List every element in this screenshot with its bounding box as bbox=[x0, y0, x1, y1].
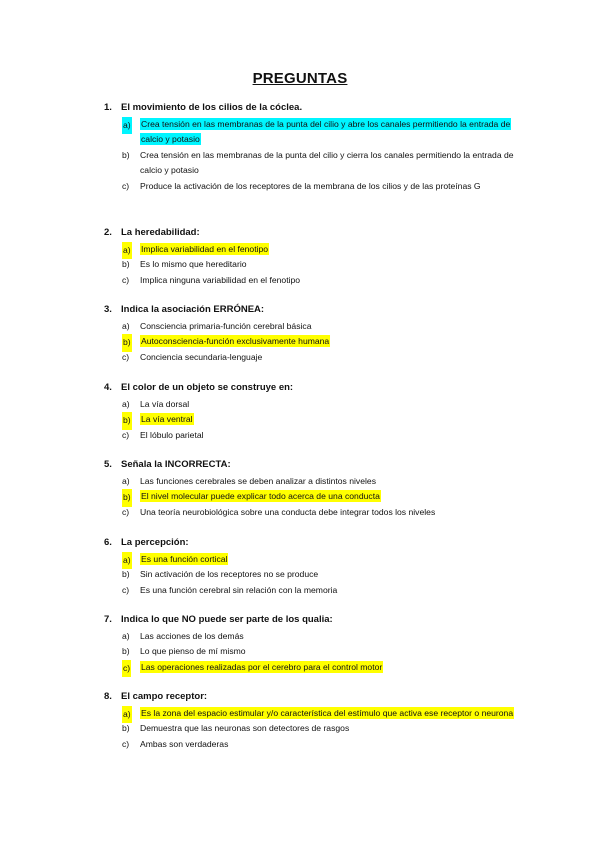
option-text: Ambas son verdaderas bbox=[140, 738, 229, 749]
question-number: 7. bbox=[104, 614, 112, 625]
answer-option bbox=[104, 350, 524, 365]
answer-option bbox=[104, 273, 524, 288]
question-heading bbox=[104, 458, 524, 472]
question-3 bbox=[104, 303, 524, 365]
option-text: Consciencia primaria-función cerebral básica bbox=[140, 321, 312, 331]
answer-option bbox=[104, 334, 524, 349]
answer-option bbox=[104, 737, 524, 752]
option-letter: c) bbox=[122, 660, 131, 677]
answer-option bbox=[104, 629, 524, 644]
option-letter: b) bbox=[122, 489, 132, 506]
question-text: Señala la INCORRECTA: bbox=[121, 459, 231, 470]
answer-option bbox=[104, 706, 524, 721]
question-text: Indica la asociación ERRÓNEA: bbox=[121, 304, 265, 315]
option-letter: c) bbox=[122, 506, 130, 517]
answer-option bbox=[104, 319, 524, 334]
option-text: El nivel molecular puede explicar todo acerca de una conducta bbox=[141, 491, 380, 502]
question-6 bbox=[104, 536, 524, 598]
option-text: Es lo mismo que hereditario bbox=[140, 259, 247, 270]
answer-option bbox=[104, 148, 524, 179]
question-heading bbox=[104, 536, 524, 550]
question-number: 8. bbox=[104, 691, 112, 702]
answer-option bbox=[104, 552, 524, 567]
option-letter: b) bbox=[122, 412, 132, 429]
option-text: Una teoría neurobiológica sobre una conducta debe integrar todos los niveles bbox=[140, 506, 436, 517]
question-text: La heredabilidad: bbox=[121, 227, 200, 238]
page-title: PREGUNTAS bbox=[252, 70, 348, 87]
question-8 bbox=[104, 690, 524, 752]
option-text: Es una función cortical bbox=[141, 554, 228, 564]
option-text: Produce la activación de los receptores de la membrana de los cilios y de las proteínas G bbox=[140, 180, 481, 191]
option-text: Las operaciones realizadas por el cerebro para el control motor bbox=[141, 661, 383, 672]
option-text: Lo que pienso de mí mismo bbox=[140, 646, 246, 657]
question-heading bbox=[104, 613, 524, 627]
option-letter: a) bbox=[122, 242, 132, 259]
option-letter: a) bbox=[122, 631, 130, 641]
question-number: 6. bbox=[104, 537, 112, 548]
option-letter: a) bbox=[122, 117, 132, 134]
question-text: Indica lo que NO puede ser parte de los qualia: bbox=[121, 614, 333, 625]
question-5 bbox=[104, 458, 524, 520]
option-text: Es la zona del espacio estimular y/o característica del estímulo que activa ese receptor o neurona bbox=[141, 708, 514, 718]
question-text: El movimiento de los cilios de la cóclea. bbox=[121, 102, 303, 113]
question-7 bbox=[104, 613, 524, 675]
answer-option bbox=[104, 489, 524, 504]
answer-option bbox=[104, 474, 524, 489]
option-letter: a) bbox=[122, 552, 132, 569]
option-text: Crea tensión en las membranas de la punta del cilio y abre los canales permitiendo la entrada de calcio y potasio bbox=[141, 119, 511, 145]
question-2 bbox=[104, 226, 524, 288]
question-heading bbox=[104, 226, 524, 240]
answer-option bbox=[104, 505, 524, 520]
option-letter: a) bbox=[122, 476, 130, 486]
answer-option bbox=[104, 242, 524, 257]
question-number: 2. bbox=[104, 227, 112, 238]
option-letter: a) bbox=[122, 706, 132, 723]
option-letter: b) bbox=[122, 723, 130, 734]
option-letter: a) bbox=[122, 399, 130, 409]
option-letter: c) bbox=[122, 180, 130, 191]
answer-option bbox=[104, 257, 524, 272]
answer-option bbox=[104, 412, 524, 427]
option-text: La vía ventral bbox=[141, 414, 193, 425]
option-letter: c) bbox=[122, 429, 130, 440]
option-text: Autoconsciencia-función exclusivamente humana bbox=[141, 336, 330, 347]
option-text: Crea tensión en las membranas de la punta del cilio y cierra los canales permitiendo la entrada de calcio y potasio bbox=[140, 149, 514, 176]
question-text: La percepción: bbox=[121, 537, 189, 548]
option-text: Conciencia secundaria-lenguaje bbox=[140, 351, 263, 362]
option-text: Demuestra que las neuronas son detectores de rasgos bbox=[140, 723, 350, 734]
option-text: Las acciones de los demás bbox=[140, 631, 244, 641]
option-letter: a) bbox=[122, 321, 130, 331]
answer-option bbox=[104, 644, 524, 659]
question-4 bbox=[104, 381, 524, 443]
option-text: El lóbulo parietal bbox=[140, 429, 204, 440]
question-text: El campo receptor: bbox=[121, 691, 208, 702]
question-heading bbox=[104, 303, 524, 317]
option-text: Implica ninguna variabilidad en el fenotipo bbox=[140, 274, 301, 285]
option-text: Sin activación de los receptores no se produce bbox=[140, 569, 319, 580]
question-heading bbox=[104, 690, 524, 704]
option-letter: c) bbox=[122, 584, 130, 595]
option-letter: c) bbox=[122, 274, 130, 285]
question-number: 3. bbox=[104, 304, 112, 315]
option-letter: c) bbox=[122, 738, 130, 749]
answer-option bbox=[104, 721, 524, 736]
option-letter: b) bbox=[122, 646, 130, 657]
option-letter: b) bbox=[122, 569, 130, 580]
option-letter: b) bbox=[122, 149, 130, 160]
answer-option bbox=[104, 179, 524, 194]
answer-option bbox=[104, 567, 524, 582]
answer-option bbox=[104, 117, 524, 148]
answer-option bbox=[104, 397, 524, 412]
question-1 bbox=[104, 101, 524, 194]
option-letter: c) bbox=[122, 351, 130, 362]
answer-option bbox=[104, 428, 524, 443]
option-letter: b) bbox=[122, 259, 130, 270]
option-text: La vía dorsal bbox=[140, 399, 190, 409]
question-number: 4. bbox=[104, 382, 112, 393]
question-text: El color de un objeto se construye en: bbox=[121, 382, 294, 393]
question-number: 5. bbox=[104, 459, 112, 470]
question-heading bbox=[104, 101, 524, 115]
option-text: Implica variabilidad en el fenotipo bbox=[141, 244, 269, 254]
option-text: Es una función cerebral sin relación con la memoria bbox=[140, 584, 338, 595]
answer-option bbox=[104, 660, 524, 675]
question-heading bbox=[104, 381, 524, 395]
answer-option bbox=[104, 583, 524, 598]
option-text: Las funciones cerebrales se deben analizar a distintos niveles bbox=[140, 476, 376, 486]
option-letter: b) bbox=[122, 334, 132, 351]
question-number: 1. bbox=[104, 102, 112, 113]
